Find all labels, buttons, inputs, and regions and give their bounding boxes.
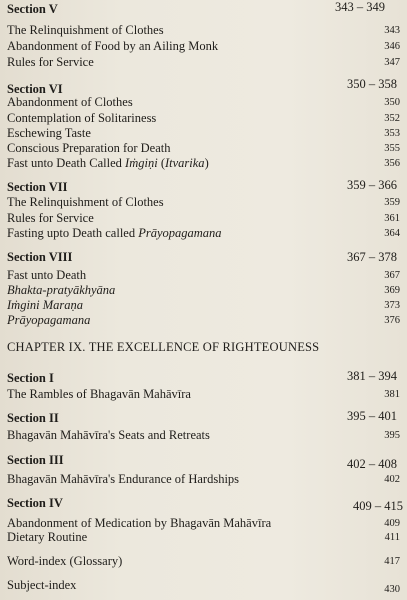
- toc-entry[interactable]: The Rambles of Bhagavān Mahāvīra 381: [7, 387, 400, 401]
- section-title: Section VIII: [7, 250, 73, 264]
- toc-entry[interactable]: Fast unto Death 367: [7, 268, 400, 282]
- section-title: Section VII: [7, 180, 68, 194]
- toc-entry[interactable]: Abandonment of Food by an Ailing Monk 346: [7, 39, 400, 53]
- toc-entry[interactable]: Iṁgini Maraṇa 373: [7, 298, 400, 312]
- toc-entry[interactable]: Dietary Routine 411: [7, 530, 400, 544]
- section-range: 409 – 415: [353, 499, 403, 513]
- toc-entry[interactable]: Fasting upto Death called Prāyopagamana 364: [7, 226, 400, 240]
- section-range: 381 – 394: [347, 369, 397, 383]
- toc-entry[interactable]: Rules for Service 361: [7, 211, 400, 225]
- toc-entry[interactable]: The Relinquishment of Clothes 343: [7, 23, 400, 37]
- toc-entry[interactable]: Conscious Preparation for Death 355: [7, 141, 400, 155]
- toc-entry[interactable]: Prāyopagamana 376: [7, 313, 400, 327]
- section-range: 343 – 349: [335, 0, 385, 14]
- toc-entry-glossary[interactable]: Word-index (Glossary) 417: [7, 554, 400, 568]
- section-title: Section V: [7, 2, 58, 16]
- section-range: 350 – 358: [347, 77, 397, 91]
- section-range: 402 – 408: [347, 457, 397, 471]
- section-range: 367 – 378: [347, 250, 397, 264]
- section-title: Section VI: [7, 82, 63, 96]
- toc-entry[interactable]: Bhagavān Mahāvīra's Endurance of Hardships 402: [7, 472, 400, 486]
- toc-entry[interactable]: The Relinquishment of Clothes 359: [7, 195, 400, 209]
- section-range: 359 – 366: [347, 178, 397, 192]
- section-title: Section II: [7, 411, 59, 425]
- section-range: 395 – 401: [347, 409, 397, 423]
- toc-entry[interactable]: Fast unto Death Called Iṁgiṇi (Itvarika) 356: [7, 156, 400, 170]
- section-title: Section III: [7, 453, 64, 467]
- toc-entry[interactable]: Bhagavān Mahāvīra's Seats and Retreats 395: [7, 428, 400, 442]
- toc-entry[interactable]: Abandonment of Medication by Bhagavān Mahāvīra 409: [7, 516, 400, 530]
- toc-entry[interactable]: Contemplation of Solitariness 352: [7, 111, 400, 125]
- toc-entry[interactable]: Rules for Service 347: [7, 55, 400, 69]
- section-title: Section IV: [7, 496, 63, 510]
- toc-entry[interactable]: Bhakta-pratyākhyāna 369: [7, 283, 400, 297]
- toc-entry-subject-index[interactable]: Subject-index 430: [7, 578, 400, 595]
- toc-entry[interactable]: Eschewing Taste 353: [7, 126, 400, 140]
- chapter-title: CHAPTER IX. THE EXCELLENCE OF RIGHTEOUNESS: [7, 340, 320, 354]
- toc-entry[interactable]: Abandonment of Clothes 350: [7, 95, 400, 109]
- section-title: Section I: [7, 371, 54, 385]
